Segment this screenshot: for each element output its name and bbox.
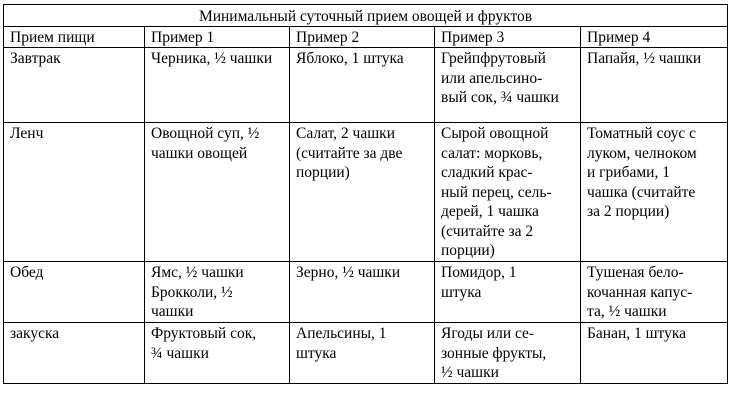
table-cell: Ямс, ½ чашки Брокколи, ½ чашки <box>145 262 290 323</box>
meal-name: Обед <box>4 262 145 323</box>
table-cell: Тушеная бело- кочанная капус- та, ½ чашки <box>581 262 728 323</box>
table-cell: Банан, 1 штука <box>581 323 728 384</box>
header-example-2: Пример 2 <box>290 27 435 48</box>
table-cell: Овощной суп, ½ чашки овощей <box>145 123 290 262</box>
table-cell: Грейпфрутовый или апельсино- вый сок, ¾ чашки <box>435 48 581 123</box>
table-row <box>4 48 728 123</box>
table-cell: Черника, ½ чашки <box>145 48 290 123</box>
table-cell: Салат, 2 чашки (считайте за две порции) <box>290 123 435 262</box>
table-cell: Зерно, ½ чашки <box>290 262 435 323</box>
header-meal: Прием пищи <box>4 27 145 48</box>
table-header-row <box>4 27 728 48</box>
table-title-row <box>4 5 728 27</box>
table-cell: Яблоко, 1 штука <box>290 48 435 123</box>
header-example-1: Пример 1 <box>145 27 290 48</box>
table-row <box>4 262 728 323</box>
table-cell: Сырой овощной салат: морковь, сладкий крас- ный перец, сель- дерей, 1 чашка (считайте за 2 порции) <box>435 123 581 262</box>
table-cell: Ягоды или се- зонные фрукты, ½ чашки <box>435 323 581 384</box>
header-example-3: Пример 3 <box>435 27 581 48</box>
meal-name: Завтрак <box>4 48 145 123</box>
header-example-4: Пример 4 <box>581 27 728 48</box>
table-cell: Томатный соус с луком, челноком и грибами, 1 чашка (считайте за 2 порции) <box>581 123 728 262</box>
meal-name: закуска <box>4 323 145 384</box>
table-row <box>4 123 728 262</box>
vegetable-fruit-intake-table <box>3 4 728 384</box>
table-cell: Папайя, ½ чашки <box>581 48 728 123</box>
table-cell: Апельсины, 1 штука <box>290 323 435 384</box>
meal-name: Ленч <box>4 123 145 262</box>
table-title: Минимальный суточный прием овощей и фруктов <box>4 5 728 27</box>
table-cell: Фруктовый сок, ¾ чашки <box>145 323 290 384</box>
table-cell: Помидор, 1 штука <box>435 262 581 323</box>
table-row <box>4 323 728 384</box>
